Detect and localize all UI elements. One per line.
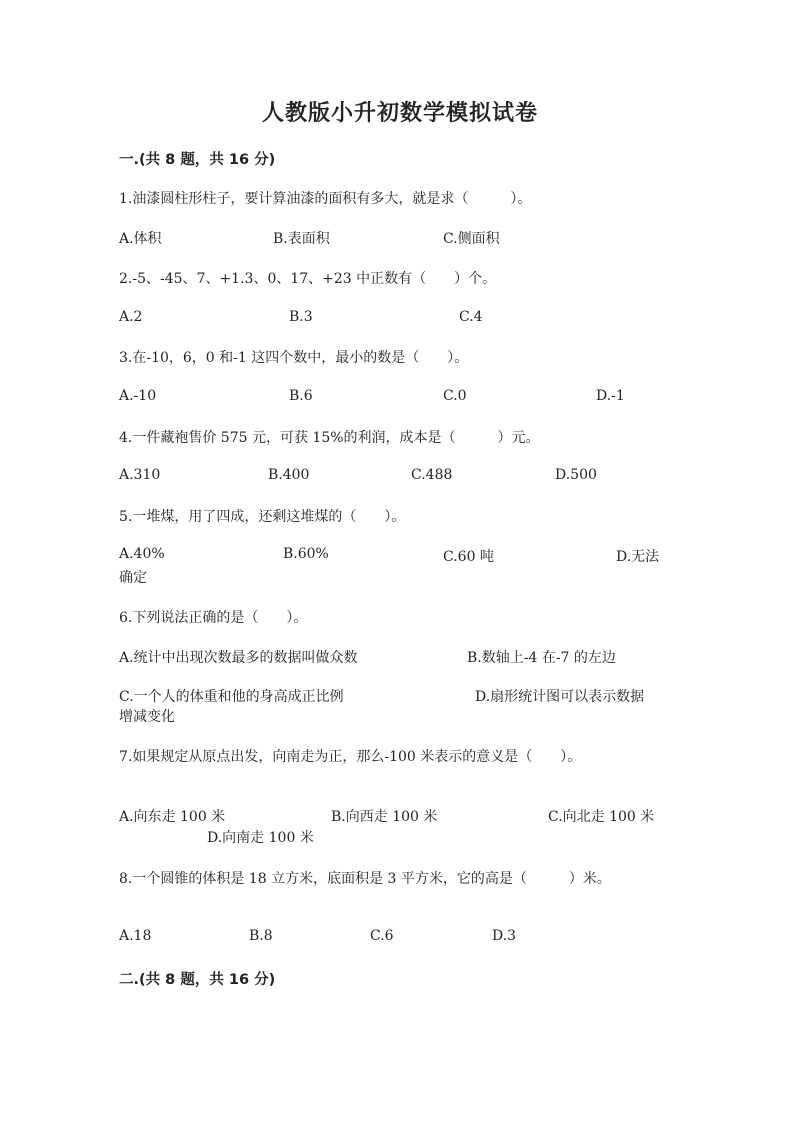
question-1-option-a[interactable]: A.体积 — [119, 231, 162, 247]
question-6-stem: 6.下列说法正确的是（ ）。 — [119, 610, 308, 626]
question-8-stem: 8.一个圆锥的体积是 18 立方米，底面积是 3 平方米，它的高是（ ）米。 — [119, 871, 611, 887]
question-3-option-a[interactable]: A.-10 — [119, 388, 157, 404]
question-5-option-c[interactable]: C.60 吨 — [443, 549, 494, 565]
question-2-option-b[interactable]: B.3 — [289, 309, 313, 325]
question-8-option-b[interactable]: B.8 — [249, 928, 273, 944]
question-3-option-c[interactable]: C.0 — [443, 388, 467, 404]
question-5-option-d[interactable]: D.无法 — [616, 549, 660, 565]
question-2-option-a[interactable]: A.2 — [119, 309, 143, 325]
question-2-stem: 2.-5、-45、7、+1.3、0、17、+23 中正数有（ ）个。 — [119, 271, 497, 287]
question-5-stem: 5.一堆煤，用了四成，还剩这堆煤的（ ）。 — [119, 509, 406, 525]
question-8-option-d[interactable]: D.3 — [492, 928, 517, 944]
question-3-stem: 3.在-10，6，0 和-1 这四个数中，最小的数是（ ）。 — [119, 350, 469, 366]
question-8-option-c[interactable]: C.6 — [370, 928, 394, 944]
question-1-option-c[interactable]: C.侧面积 — [443, 231, 500, 247]
question-1-option-b[interactable]: B.表面积 — [273, 231, 330, 247]
section-heading-2: 二.(共 8 题，共 16 分) — [119, 972, 276, 988]
question-3-option-d[interactable]: D.-1 — [596, 388, 625, 404]
question-5-option-a[interactable]: A.40% — [119, 546, 165, 562]
question-6-option-c[interactable]: C.一个人的体重和他的身高成正比例 — [119, 689, 344, 705]
question-7-option-a[interactable]: A.向东走 100 米 — [119, 809, 226, 825]
question-5-option-b[interactable]: B.60% — [283, 546, 329, 562]
question-7-option-c[interactable]: C.向北走 100 米 — [548, 809, 655, 825]
question-7-option-d[interactable]: D.向南走 100 米 — [207, 830, 314, 846]
question-6-option-a[interactable]: A.统计中出现次数最多的数据叫做众数 — [119, 650, 358, 666]
question-6-option-d-continued: 增减变化 — [119, 709, 175, 725]
question-4-option-a[interactable]: A.310 — [119, 467, 161, 483]
question-4-option-b[interactable]: B.400 — [268, 467, 310, 483]
question-6-option-b[interactable]: B.数轴上-4 在-7 的左边 — [467, 650, 616, 666]
question-1-stem: 1.油漆圆柱形柱子，要计算油漆的面积有多大，就是求（ ）。 — [119, 191, 532, 207]
question-7-stem: 7.如果规定从原点出发，向南走为正，那么-100 米表示的意义是（ ）。 — [119, 749, 582, 765]
question-3-option-b[interactable]: B.6 — [289, 388, 313, 404]
question-4-option-d[interactable]: D.500 — [555, 467, 597, 483]
question-5-option-d-continued: 确定 — [119, 570, 147, 586]
question-2-option-c[interactable]: C.4 — [459, 309, 483, 325]
section-heading-1: 一.(共 8 题，共 16 分) — [119, 152, 276, 168]
question-6-option-d[interactable]: D.扇形统计图可以表示数据 — [475, 689, 645, 705]
question-4-option-c[interactable]: C.488 — [411, 467, 453, 483]
question-7-option-b[interactable]: B.向西走 100 米 — [331, 809, 438, 825]
page-title: 人教版小升初数学模拟试卷 — [261, 101, 538, 126]
question-8-option-a[interactable]: A.18 — [119, 928, 152, 944]
question-4-stem: 4.一件藏袍售价 575 元，可获 15%的利润，成本是（ ）元。 — [119, 430, 540, 446]
